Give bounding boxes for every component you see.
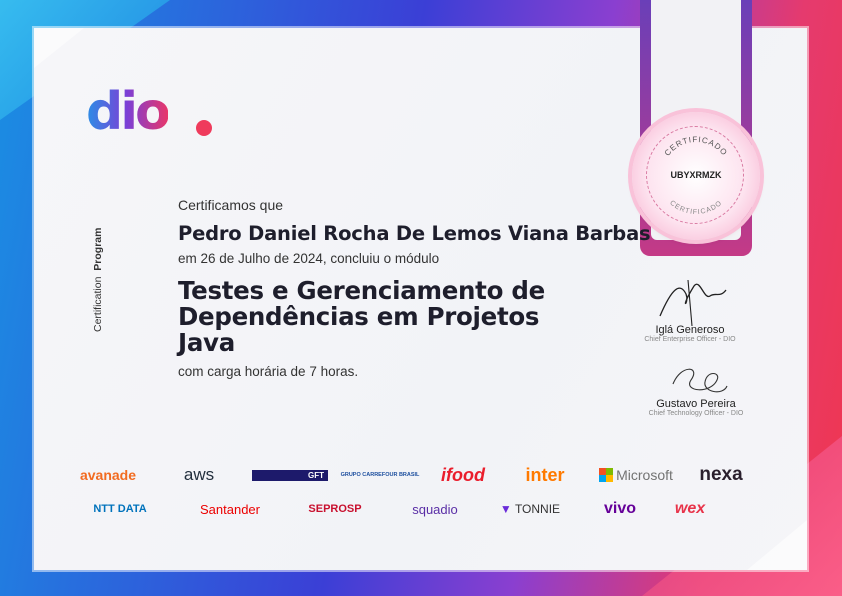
course-title: Testes e Gerenciamento de Dependências em Projetos Java	[178, 276, 545, 357]
dio-logo: dio	[86, 82, 168, 142]
certificate-code: UBYXRMZK	[670, 170, 722, 180]
signature-2-scribble	[661, 360, 731, 402]
card-decoration	[747, 520, 807, 570]
partners-row-1	[60, 458, 790, 492]
partner-logo: inter	[525, 464, 565, 485]
card-decoration	[34, 28, 84, 68]
partner-logo: GRUPO CARREFOUR BRASIL	[340, 471, 420, 478]
side-label-part1: Certification	[92, 276, 104, 332]
certification-program-label	[92, 228, 104, 332]
signature-1	[625, 276, 755, 343]
partners-strip	[60, 458, 790, 526]
tonnie-icon: ▼	[499, 502, 512, 516]
svg-text:CERTIFICADO	[663, 135, 730, 158]
partner-logo: nexa	[699, 464, 743, 485]
seal-top-text: CERTIFICADO	[662, 134, 730, 158]
logo-dot	[196, 120, 212, 136]
partner-logo: ▼ TONNIE	[499, 502, 561, 516]
partner-logo: vivo	[603, 500, 636, 517]
signature-2	[631, 360, 761, 417]
side-label-part2: Program	[92, 227, 104, 271]
partner-logo: squadio	[412, 501, 458, 517]
partner-logo: GFT	[252, 470, 328, 481]
partner-logo: ifood	[441, 464, 485, 485]
partner-logo: NTT DATA	[93, 503, 147, 515]
microsoft-icon	[599, 468, 613, 482]
intro-text: Certificamos que	[178, 197, 284, 213]
seal-bottom-text: CERTIFICADO	[668, 199, 724, 217]
date-line: em 26 de Julho de 2024, concluiu o módulo	[178, 251, 440, 266]
svg-text:CERTIFICADO	[668, 200, 724, 217]
partner-logo: SEPROSP	[308, 503, 362, 515]
signature-2-name: Gustavo Pereira	[656, 398, 736, 410]
signature-1-scribble	[650, 276, 730, 328]
partner-logo: Microsoft	[586, 467, 686, 483]
signature-2-role: Chief Technology Officer - DIO	[648, 410, 744, 417]
hours-line: com carga horária de 7 horas.	[178, 364, 359, 379]
signature-1-role: Chief Enterprise Officer - DIO	[644, 336, 736, 343]
student-name: Pedro Daniel Rocha De Lemos Viana Barbas	[178, 222, 651, 245]
partner-logo: avanade	[79, 467, 137, 483]
partners-row-2	[60, 492, 790, 526]
partner-logo: aws	[183, 465, 215, 484]
signature-1-name: Iglá Generoso	[655, 324, 725, 336]
partner-logo: Santander	[200, 501, 260, 517]
certificate-seal	[632, 112, 760, 240]
partner-logo: wex	[674, 500, 706, 517]
